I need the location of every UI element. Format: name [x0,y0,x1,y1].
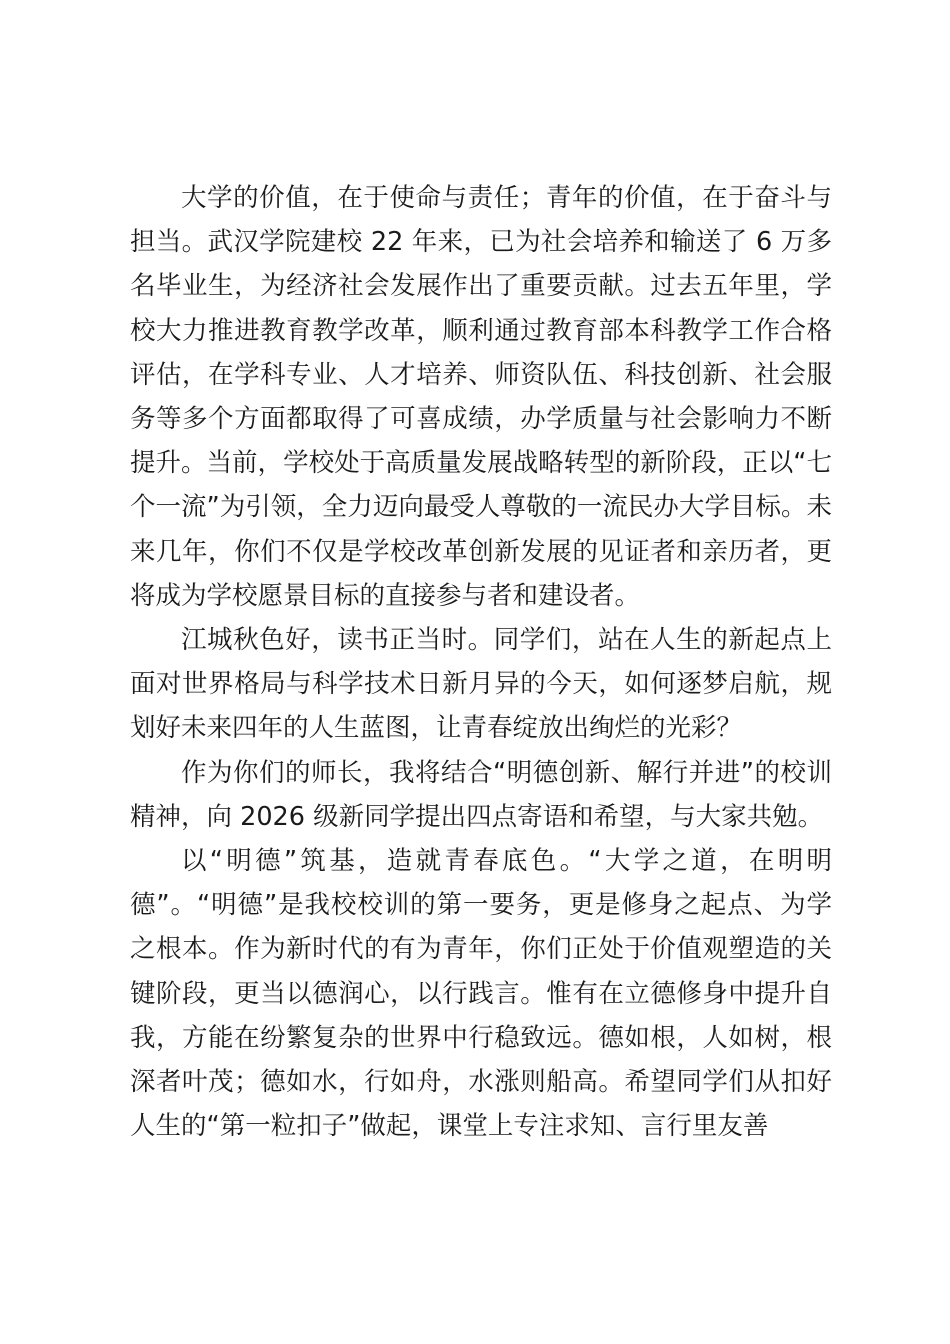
paragraph-mingde-foundation: 以“明德”筑基，造就青春底色。“大学之道，在明明德”。“明德”是我校校训的第一要务，更是修身之起点、为学之根本。作为新时代的有为青年，你们正处于价值观塑造的关键阶段，更当以德润心，以行践言。惟有在立德修身中提升自我，方能在纷繁复杂的世界中行稳致远。德如根，人如树，根深者叶茂；德如水，行如舟，水涨则船高。希望同学们从扣好人生的“第一粒扣子”做起，课堂上专注求知、言行里友善 [130,846,832,1142]
paragraph-motto-wishes: 作为你们的师长，我将结合“明德创新、解行并进”的校训精神，向 2026 级新同学提出四点寄语和希望，与大家共勉。 [130,757,832,832]
document-body [130,176,832,1148]
paragraph-autumn-study: 江城秋色好，读书正当时。同学们，站在人生的新起点上面对世界格局与科学技术日新月异的今天，如何逐梦启航，规划好未来四年的人生蓝图，让青春绽放出绚烂的光彩？ [130,625,832,744]
paragraph-university-value: 大学的价值，在于使命与责任；青年的价值，在于奋斗与担当。武汉学院建校 22 年来，已为社会培养和输送了 6 万多名毕业生，为经济社会发展作出了重要贡献。过去五年里，学校大力推进教育教学改革，顺利通过教育部本科教学工作合格评估，在学科专业、人才培养、师资队伍、科技创新、社会服务等多个方面都取得了可喜成绩，办学质量与社会影响力不断提升。当前，学校处于高质量发展战略转型的新阶段，正以“七个一流”为引领，全力迈向最受人尊敬的一流民办大学目标。未来几年，你们不仅是学校改革创新发展的见证者和亲历者，更将成为学校愿景目标的直接参与者和建设者。 [130,183,832,611]
